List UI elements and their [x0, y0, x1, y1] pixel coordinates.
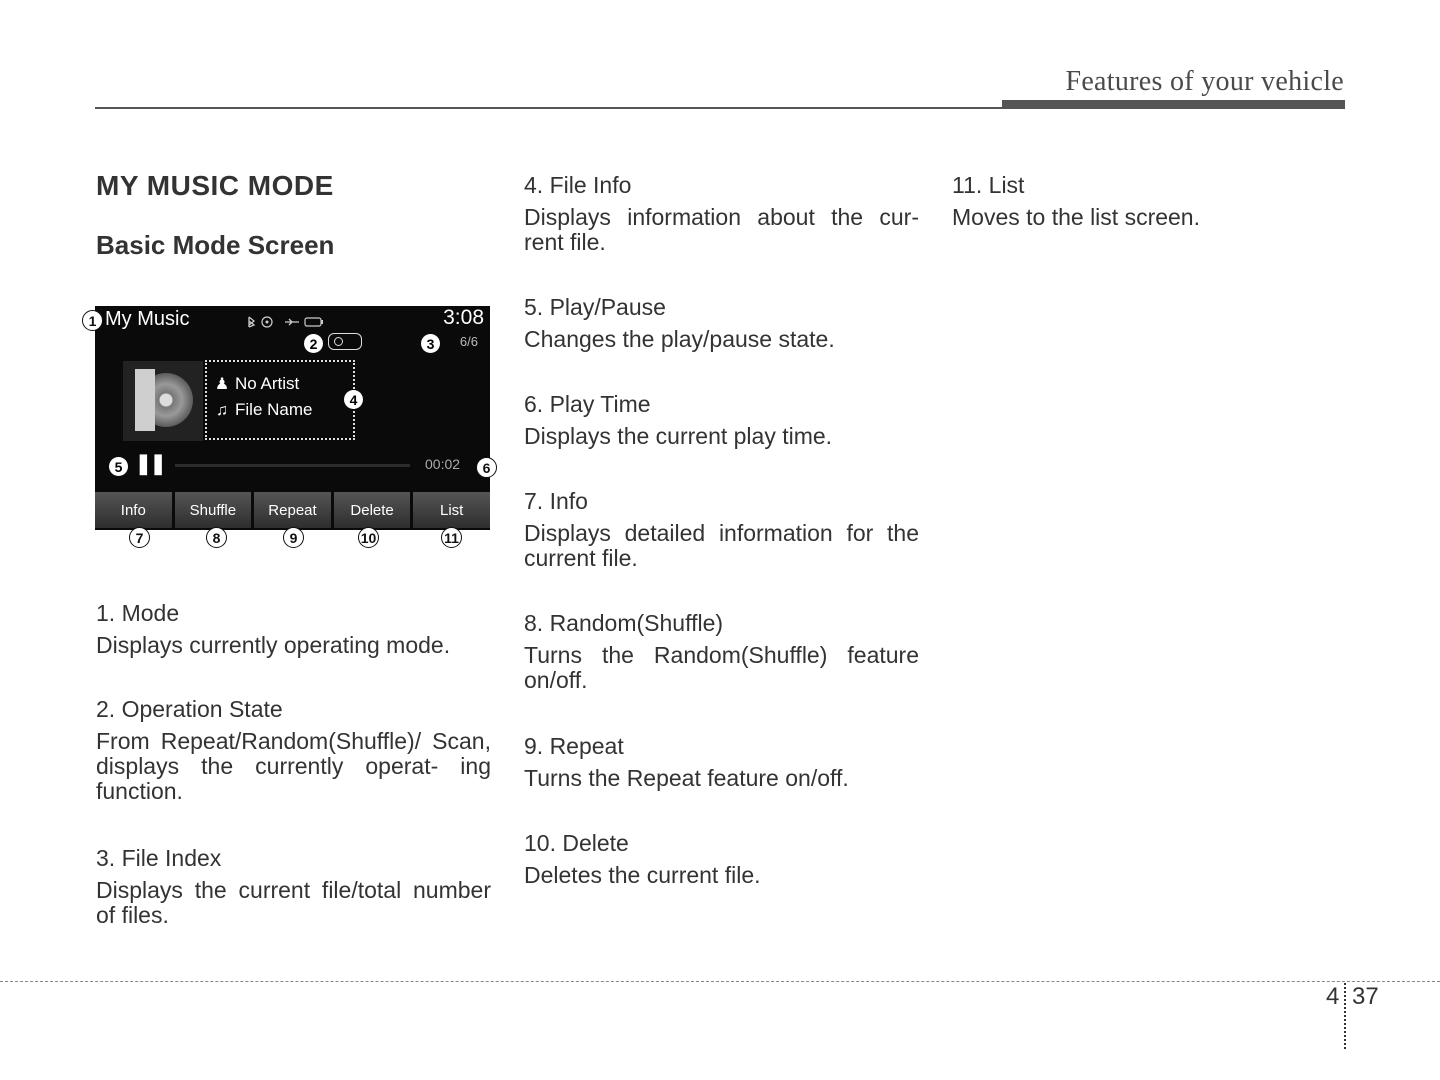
- item-title: 7. Info: [524, 488, 588, 514]
- album-art: [123, 361, 203, 441]
- screen-button-bar: [95, 492, 490, 528]
- progress-bar[interactable]: [175, 464, 410, 467]
- cd-case: [135, 369, 155, 431]
- item-play-time: [524, 391, 919, 449]
- item-title: 3. File Index: [96, 845, 222, 871]
- header-tab: [1002, 100, 1345, 109]
- item-info: [524, 488, 919, 571]
- item-title: 10. Delete: [524, 830, 629, 856]
- chapter-number: 4: [1326, 983, 1340, 1010]
- callout-1: 1: [82, 310, 103, 331]
- item-desc: Displays currently operating mode.: [96, 632, 451, 658]
- play-time: 00:02: [425, 456, 461, 472]
- item-desc: Displays the current file/total number of files.: [96, 877, 491, 928]
- repeat-button[interactable]: Repeat: [254, 492, 331, 528]
- music-note-icon: ♫: [216, 402, 228, 419]
- header-title: Features of your vehicle: [1065, 66, 1344, 97]
- bluetooth-icon: [249, 317, 254, 327]
- file-info-box: [205, 360, 355, 440]
- callout-10: 10: [358, 527, 379, 548]
- item-desc: Changes the play/pause state.: [524, 326, 835, 352]
- file-row: [213, 400, 312, 420]
- item-random-shuffle: [524, 610, 919, 693]
- item-file-info: [524, 172, 919, 255]
- callout-11: 11: [441, 527, 462, 548]
- operation-state-icon: [328, 333, 362, 350]
- item-mode: [96, 600, 491, 658]
- item-repeat: [524, 733, 919, 791]
- page-separator: [1344, 983, 1346, 1049]
- person-icon: ♟: [214, 376, 230, 393]
- item-desc: Turns the Repeat feature on/off.: [524, 765, 849, 791]
- artist-row: [213, 374, 299, 394]
- section-subtitle: Basic Mode Screen: [96, 230, 335, 260]
- callout-9: 9: [283, 527, 304, 548]
- callout-8: 8: [206, 527, 227, 548]
- item-desc: Turns the Random(Shuffle) feature on/off.: [524, 642, 919, 693]
- file-name-text: File Name: [235, 400, 313, 419]
- clock: 3:08: [443, 306, 484, 329]
- info-button[interactable]: Info: [95, 492, 172, 528]
- item-title: 2. Operation State: [96, 696, 283, 722]
- callout-4: 4: [344, 390, 363, 409]
- item-delete: [524, 830, 919, 888]
- item-desc: Deletes the current file.: [524, 862, 761, 888]
- item-title: 11. List: [952, 172, 1025, 198]
- item-desc: Displays the current play time.: [524, 423, 833, 449]
- item-title: 5. Play/Pause: [524, 294, 666, 320]
- callout-7: 7: [129, 527, 150, 548]
- item-desc: From Repeat/Random(Shuffle)/ Scan, displays the currently operat- ing function.: [96, 728, 491, 804]
- item-operation-state: [96, 696, 491, 804]
- item-title: 4. File Info: [524, 172, 632, 198]
- item-desc: Displays detailed information for the current file.: [524, 520, 919, 571]
- file-index: 6/6: [459, 334, 478, 349]
- callout-3: 3: [421, 334, 440, 353]
- item-title: 8. Random(Shuffle): [524, 610, 724, 636]
- status-icons: [245, 315, 335, 329]
- item-desc: Displays information about the cur- rent file.: [524, 204, 919, 255]
- shuffle-button[interactable]: Shuffle: [175, 492, 252, 528]
- usb-icon: [285, 319, 299, 325]
- mode-label: My Music: [105, 308, 190, 330]
- item-desc: Moves to the list screen.: [952, 204, 1200, 230]
- item-list: [952, 172, 1347, 230]
- disc-icon: [262, 317, 272, 327]
- callout-2: 2: [304, 334, 323, 353]
- page-number: 37: [1352, 983, 1379, 1010]
- section-title: MY MUSIC MODE: [96, 170, 334, 201]
- callout-5: 5: [109, 457, 128, 476]
- item-title: 1. Mode: [96, 600, 180, 626]
- callout-6: 6: [476, 457, 497, 478]
- item-file-index: [96, 845, 491, 928]
- battery-icon: [305, 318, 323, 326]
- artist-text: No Artist: [235, 374, 300, 393]
- pause-icon[interactable]: ❚❚: [135, 453, 165, 475]
- delete-button[interactable]: Delete: [334, 492, 411, 528]
- item-play-pause: [524, 294, 919, 352]
- footer-rule: [0, 981, 1440, 982]
- list-button[interactable]: List: [413, 492, 490, 528]
- item-title: 9. Repeat: [524, 733, 624, 759]
- item-title: 6. Play Time: [524, 391, 651, 417]
